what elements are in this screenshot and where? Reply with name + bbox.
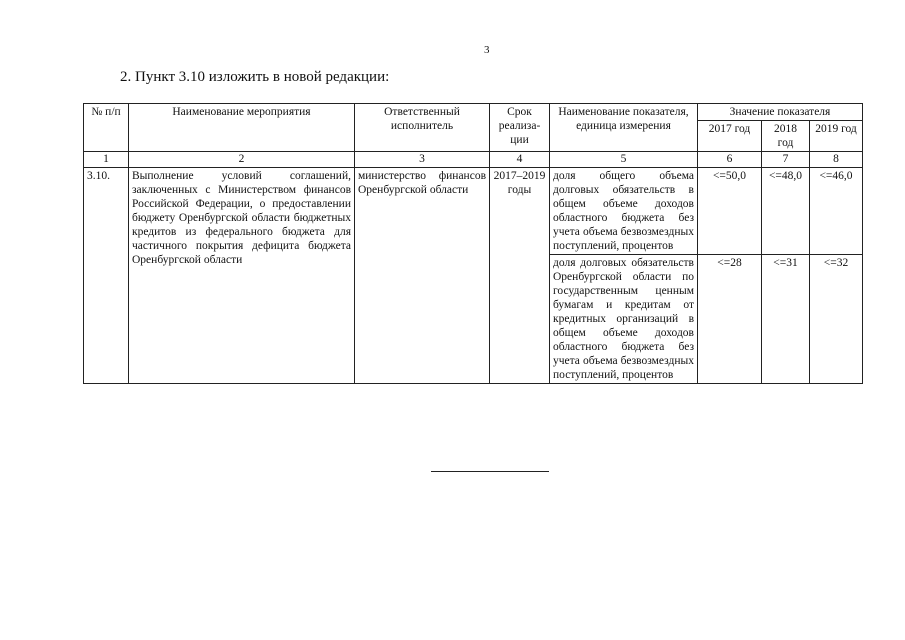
measure-name: Выполнение условий соглашений, заключенных с Министерством финансов Российской Федерации, о предоставлении бюджету Оренбургской области бюджетных кредитов из федерального бюджета для частичного покрытия дефицита бюджета Оренбургской области xyxy=(129,168,355,384)
indicator-value-2017: <=50,0 xyxy=(698,168,762,255)
indicator-value-2018: <=31 xyxy=(762,255,810,384)
header-indicator: Наименование показателя, единица измерения xyxy=(550,104,698,152)
indicator-name: доля долговых обязательств Оренбургской области по государственным ценным бумагам и кредитам от кредитных организаций в общем объеме доходов областного бюджета без учета объема безвозмездных поступлений, процентов xyxy=(550,255,698,384)
section-heading: 2. Пункт 3.10 изложить в новой редакции: xyxy=(120,69,390,85)
closing-rule xyxy=(431,471,549,472)
column-number: 8 xyxy=(810,152,863,168)
measures-table xyxy=(83,103,863,384)
header-measure-name: Наименование мероприятия xyxy=(129,104,355,152)
header-num: № п/п xyxy=(84,104,129,152)
column-number: 2 xyxy=(129,152,355,168)
column-number: 6 xyxy=(698,152,762,168)
header-responsible: Ответственный исполнитель xyxy=(355,104,490,152)
header-value-group: Значение показателя xyxy=(698,104,863,121)
indicator-value-2018: <=48,0 xyxy=(762,168,810,255)
indicator-value-2019: <=32 xyxy=(810,255,863,384)
header-year-2017: 2017 год xyxy=(698,121,762,152)
header-year-2018: 2018 год xyxy=(762,121,810,152)
indicator-value-2017: <=28 xyxy=(698,255,762,384)
column-number: 3 xyxy=(355,152,490,168)
responsible-executor: министерство финансов Оренбургской области xyxy=(355,168,490,384)
table-row xyxy=(84,168,863,255)
indicator-name: доля общего объема долговых обязательств в общем объеме доходов областного бюджета без учета объема безвозмездных поступлений, процентов xyxy=(550,168,698,255)
column-number: 7 xyxy=(762,152,810,168)
indicator-value-2019: <=46,0 xyxy=(810,168,863,255)
column-number: 1 xyxy=(84,152,129,168)
header-row-1 xyxy=(84,104,863,121)
row-num: 3.10. xyxy=(84,168,129,384)
header-period: Срок реализа-ции xyxy=(490,104,550,152)
implementation-period: 2017–2019 годы xyxy=(490,168,550,384)
column-number: 5 xyxy=(550,152,698,168)
page-number: 3 xyxy=(484,44,490,56)
header-year-2019: 2019 год xyxy=(810,121,863,152)
column-number: 4 xyxy=(490,152,550,168)
column-numbers-row xyxy=(84,152,863,168)
